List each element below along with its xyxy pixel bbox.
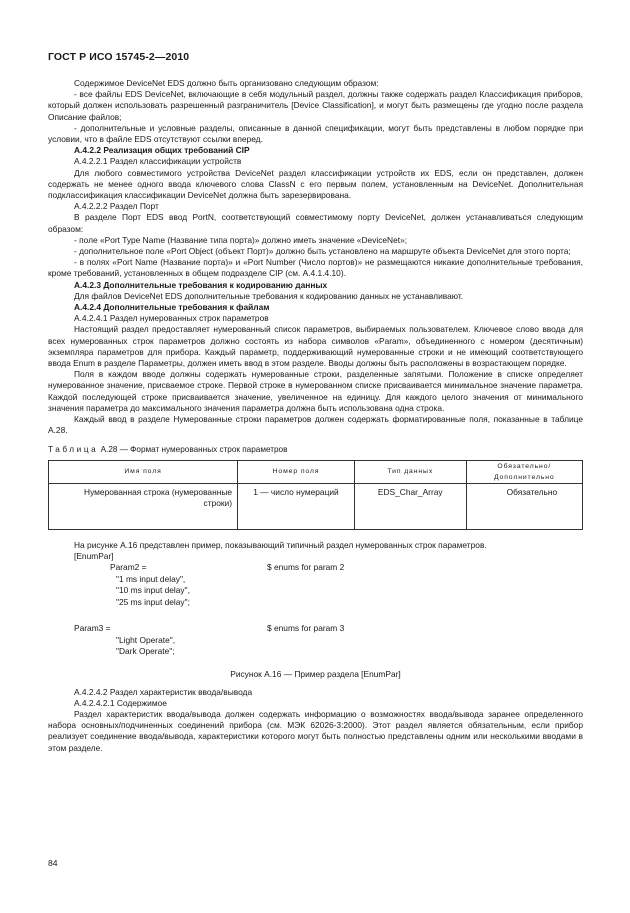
section-heading: А.4.2.3 Дополнительные требования к кодированию данных <box>74 279 328 290</box>
code-line: [EnumPar] <box>74 551 114 562</box>
subsection-heading: А.4.2.4.1 Раздел нумерованных строк параметров <box>74 313 269 324</box>
code-comment: $ enums for param 2 <box>267 562 345 573</box>
table-cell: Нумерованная строка (нумерованные строки) <box>49 484 238 530</box>
table-row <box>49 484 583 530</box>
section-heading: А.4.2.2 Реализация общих требований CIP <box>74 145 250 156</box>
list-item: - поле «Port Type Name (Название типа порта)» должно иметь значение «DeviceNet»; <box>74 234 408 245</box>
table-cell: EDS_Char_Array <box>354 484 466 530</box>
table-cell: Обязательно <box>466 484 582 530</box>
paragraph: Для файлов DeviceNet EDS дополнительные требования к кодированию данных не устанавливают. <box>74 290 464 301</box>
page-number: 84 <box>48 858 58 868</box>
paragraph: На рисунке А.16 представлен пример, показывающий типичный раздел нумерованных строк параметров. <box>74 540 487 551</box>
document-header: ГОСТ Р ИСО 15745-2—2010 <box>48 51 190 63</box>
paragraph: Каждый ввод в разделе Нумерованные строки параметров должен содержать форматированные поля, показанные в таблице А.28. <box>48 414 583 436</box>
column-header: Номер поля <box>238 460 355 483</box>
subsection-heading: А.4.2.2.1 Раздел классификации устройств <box>74 156 242 167</box>
code-line: "Dark Operate"; <box>116 646 175 657</box>
column-header: Обязательно/Дополнительно <box>466 460 582 483</box>
code-line: "25 ms input delay"; <box>116 597 190 608</box>
table-caption <box>48 444 583 455</box>
subsection-heading: А.4.2.4.2.1 Содержимое <box>74 697 167 708</box>
code-line: Param2 = <box>110 562 147 573</box>
code-line: "10 ms input delay", <box>116 585 190 596</box>
table-header-row <box>49 460 583 483</box>
column-header: Имя поля <box>49 460 238 483</box>
list-item: - дополнительные и условные разделы, описанные в данной спецификации, могут быть представлены в любом порядке при условии, что в файле EDS отсутствуют ссылки вперед. <box>48 122 583 145</box>
code-line: "1 ms input delay", <box>116 574 186 585</box>
paragraph: Поля в каждом вводе должны содержать нумерованные строки, разделенные запятыми. Положение в списке определяет нумерованное значение, присваемое строке. Первой строке в нумерованном списке присваивается минимальное значение параметра. Каждой последующей строке присваивается значение, увеличенное на единицу. Для каждого целого значения от минимального значения параметра до максимального значения параметра должна быть использована одна строка. <box>48 369 583 413</box>
table-caption-prefix: Таблица <box>48 444 99 454</box>
table-cell: 1 — число нумераций <box>238 484 355 530</box>
code-comment: $ enums for param 3 <box>267 623 345 634</box>
page-body <box>48 78 583 754</box>
paragraph: Настоящий раздел предоставляет нумерованный список параметров, выбираемых пользователем. Ключевое слово ввода для всех нумерованных строк параметров должно состоять из набора символов «Param», объединенного с номером (десятичным) экземпляра параметров для прибора. Каждый параметр, поддерживающий нумерованные строки и не имеющий соответствующего ввода Enum в разделе Параметры, должен иметь ввод в этом разделе. Вводы должны быть расположены в возрастающем порядке. <box>48 324 583 369</box>
subsection-heading: А.4.2.4.2 Раздел характеристик ввода/вывода <box>74 686 253 697</box>
code-line: "Light Operate", <box>116 635 176 646</box>
code-example <box>48 551 583 669</box>
list-item: - в полях «Port Name (Название порта)» и «Port Number (Число портов)» не размещаются никакие дополнительные требования, кроме требований, установленных в общем подразделе CIP (см. А.4.1.4.10). <box>48 257 583 279</box>
section-heading: А.4.2.4 Дополнительные требования к файлам <box>74 302 270 313</box>
figure-caption: Рисунок А.16 — Пример раздела [EnumPar] <box>230 669 401 680</box>
subsection-heading: А.4.2.2.2 Раздел Порт <box>74 201 159 212</box>
list-item: - все файлы EDS DeviceNet, включающие в себя модульный раздел, должны также содержать раздел Классификация приборов, который должен использовать разрешенный разграничитель [Device Classification], и могут быть размещены где угодно после раздела Описание файлов; <box>48 89 583 122</box>
list-item: - дополнительное поле «Port Object (объект Порт)» должно быть установлено на маршруте объекта DeviceNet для этого порта; <box>74 246 571 257</box>
paragraph: Раздел характеристик ввода/вывода должен содержать информацию о возможностях ввода/вывода заранее определенного набора основных/подчиненных соединений прибора (см. МЭК 62026-3:2000). Этот раздел является обязательным, если прибор реализует соединение ввода/вывода, характеристики которого могут быть полностью представлены одним или несколькими вводами в этом разделе. <box>48 708 583 753</box>
column-header: Тип данных <box>354 460 466 483</box>
paragraph: Содержимое DeviceNet EDS должно быть организовано следующим образом: <box>74 78 379 88</box>
table-caption-text: А.28 — Формат нумерованных строк параметров <box>98 444 288 454</box>
code-line: Param3 = <box>74 623 111 634</box>
paragraph: В разделе Порт EDS ввод PortN, соответствующий совместимому порту DeviceNet, должен устанавливаться следующим образом: <box>48 212 583 234</box>
enum-format-table <box>48 460 583 530</box>
paragraph: Для любого совместимого устройства DeviceNet раздел классификации устройств их EDS, если он представлен, должен содержать не менее одного ввода ключевого слова ClassN с его первым полем, установленным на DeviceNet. Дополнительная подклассификация классификации DeviceNet должна быть зарезервирована. <box>48 167 583 201</box>
